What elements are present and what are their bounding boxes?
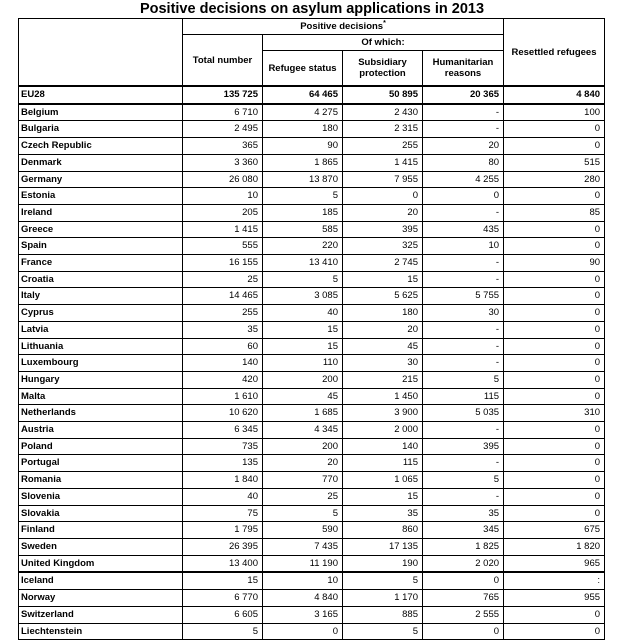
table-row (19, 121, 605, 138)
cell-refugee: 40 (263, 305, 343, 322)
table-row (19, 104, 605, 121)
cell-refugee: 11 190 (263, 555, 343, 572)
cell-resettled: 675 (504, 522, 605, 539)
cell-refugee: 64 465 (263, 86, 343, 104)
cell-refugee: 3 165 (263, 606, 343, 623)
table-row (19, 472, 605, 489)
cell-country: Ireland (19, 204, 183, 221)
cell-humanitarian: - (423, 488, 504, 505)
cell-refugee: 13 410 (263, 255, 343, 272)
cell-total: 5 (183, 623, 263, 640)
cell-country: Bulgaria (19, 121, 183, 138)
cell-subsidiary: 15 (343, 488, 423, 505)
cell-total: 13 400 (183, 555, 263, 572)
cell-subsidiary: 3 900 (343, 405, 423, 422)
cell-subsidiary: 2 315 (343, 121, 423, 138)
table-row (19, 488, 605, 505)
table-row (19, 355, 605, 372)
cell-country: Poland (19, 438, 183, 455)
cell-total: 420 (183, 371, 263, 388)
header-subsidiary: Subsidiary protection (343, 51, 423, 87)
cell-humanitarian: 5 035 (423, 405, 504, 422)
cell-country: Czech Republic (19, 138, 183, 155)
cell-country: Liechtenstein (19, 623, 183, 640)
cell-total: 1 840 (183, 472, 263, 489)
cell-subsidiary: 115 (343, 455, 423, 472)
cell-resettled: 0 (504, 355, 605, 372)
cell-resettled: 4 840 (504, 86, 605, 104)
header-humanitarian: Humanitarian reasons (423, 51, 504, 87)
cell-subsidiary: 1 065 (343, 472, 423, 489)
table-row (19, 321, 605, 338)
cell-country: Greece (19, 221, 183, 238)
table-row (19, 555, 605, 572)
table-row (19, 371, 605, 388)
cell-refugee: 180 (263, 121, 343, 138)
cell-refugee: 585 (263, 221, 343, 238)
cell-country: Finland (19, 522, 183, 539)
cell-country: Iceland (19, 572, 183, 589)
cell-subsidiary: 1 450 (343, 388, 423, 405)
table-row (19, 271, 605, 288)
cell-humanitarian: - (423, 321, 504, 338)
cell-total: 135 (183, 455, 263, 472)
cell-subsidiary: 5 (343, 623, 423, 640)
cell-refugee: 10 (263, 572, 343, 589)
cell-country: Romania (19, 472, 183, 489)
cell-resettled: 0 (504, 623, 605, 640)
cell-country: Portugal (19, 455, 183, 472)
cell-subsidiary: 30 (343, 355, 423, 372)
cell-resettled: 515 (504, 154, 605, 171)
cell-subsidiary: 180 (343, 305, 423, 322)
table-row (19, 572, 605, 589)
table-row (19, 538, 605, 555)
table-row (19, 623, 605, 640)
cell-subsidiary: 885 (343, 606, 423, 623)
cell-resettled: 280 (504, 171, 605, 188)
table-row (19, 221, 605, 238)
cell-resettled: 0 (504, 455, 605, 472)
table-row (19, 338, 605, 355)
table-title: Positive decisions on asylum applications in 2013 (139, 1, 485, 17)
cell-subsidiary: 35 (343, 505, 423, 522)
cell-country: Hungary (19, 371, 183, 388)
cell-country: Italy (19, 288, 183, 305)
cell-total: 1 610 (183, 388, 263, 405)
cell-total: 26 080 (183, 171, 263, 188)
cell-refugee: 4 840 (263, 590, 343, 607)
table-row (19, 455, 605, 472)
cell-resettled: 100 (504, 104, 605, 121)
cell-country: EU28 (19, 86, 183, 104)
cell-total: 135 725 (183, 86, 263, 104)
cell-humanitarian: 20 365 (423, 86, 504, 104)
cell-country: Slovakia (19, 505, 183, 522)
cell-total: 1 795 (183, 522, 263, 539)
cell-total: 555 (183, 238, 263, 255)
cell-resettled: 1 820 (504, 538, 605, 555)
table-row (19, 288, 605, 305)
cell-refugee: 220 (263, 238, 343, 255)
cell-resettled: 0 (504, 288, 605, 305)
cell-subsidiary: 2 430 (343, 104, 423, 121)
cell-resettled: 0 (504, 388, 605, 405)
cell-refugee: 4 275 (263, 104, 343, 121)
cell-humanitarian: 435 (423, 221, 504, 238)
cell-humanitarian: 20 (423, 138, 504, 155)
cell-country: Netherlands (19, 405, 183, 422)
cell-subsidiary: 395 (343, 221, 423, 238)
cell-total: 6 710 (183, 104, 263, 121)
table-row (19, 154, 605, 171)
cell-subsidiary: 5 625 (343, 288, 423, 305)
cell-total: 6 770 (183, 590, 263, 607)
cell-total: 205 (183, 204, 263, 221)
cell-refugee: 5 (263, 505, 343, 522)
table-row (19, 138, 605, 155)
cell-country: Austria (19, 422, 183, 439)
cell-country: Estonia (19, 188, 183, 205)
cell-resettled: 0 (504, 472, 605, 489)
cell-country: Latvia (19, 321, 183, 338)
cell-resettled: 0 (504, 438, 605, 455)
cell-humanitarian: - (423, 104, 504, 121)
cell-subsidiary: 1 170 (343, 590, 423, 607)
header-refugee: Refugee status (263, 51, 343, 87)
cell-refugee: 200 (263, 438, 343, 455)
cell-resettled: 0 (504, 271, 605, 288)
cell-humanitarian: 2 555 (423, 606, 504, 623)
cell-humanitarian: 5 (423, 472, 504, 489)
cell-resettled: 0 (504, 606, 605, 623)
cell-total: 15 (183, 572, 263, 589)
cell-humanitarian: 5 (423, 371, 504, 388)
cell-subsidiary: 45 (343, 338, 423, 355)
cell-subsidiary: 255 (343, 138, 423, 155)
cell-subsidiary: 7 955 (343, 171, 423, 188)
table-row (19, 522, 605, 539)
cell-total: 3 360 (183, 154, 263, 171)
cell-country: Norway (19, 590, 183, 607)
asylum-decisions-table (18, 18, 605, 640)
header-positive-decisions: Positive decisions* (183, 19, 504, 35)
table-row (19, 238, 605, 255)
cell-country: Lithuania (19, 338, 183, 355)
cell-country: Cyprus (19, 305, 183, 322)
cell-total: 40 (183, 488, 263, 505)
cell-resettled: : (504, 572, 605, 589)
cell-refugee: 110 (263, 355, 343, 372)
cell-humanitarian: 115 (423, 388, 504, 405)
cell-refugee: 0 (263, 623, 343, 640)
cell-country: Belgium (19, 104, 183, 121)
cell-refugee: 7 435 (263, 538, 343, 555)
cell-total: 6 605 (183, 606, 263, 623)
cell-humanitarian: 765 (423, 590, 504, 607)
cell-refugee: 20 (263, 455, 343, 472)
cell-subsidiary: 2 745 (343, 255, 423, 272)
cell-refugee: 185 (263, 204, 343, 221)
cell-total: 140 (183, 355, 263, 372)
cell-subsidiary: 325 (343, 238, 423, 255)
cell-subsidiary: 15 (343, 271, 423, 288)
cell-resettled: 90 (504, 255, 605, 272)
cell-country: Germany (19, 171, 183, 188)
cell-total: 2 495 (183, 121, 263, 138)
cell-humanitarian: 5 755 (423, 288, 504, 305)
cell-humanitarian: 0 (423, 188, 504, 205)
cell-subsidiary: 190 (343, 555, 423, 572)
cell-subsidiary: 50 895 (343, 86, 423, 104)
cell-resettled: 0 (504, 321, 605, 338)
cell-country: France (19, 255, 183, 272)
cell-humanitarian: 0 (423, 623, 504, 640)
header-resettled: Resettled refugees (504, 19, 605, 87)
cell-total: 25 (183, 271, 263, 288)
table-row (19, 606, 605, 623)
cell-resettled: 0 (504, 121, 605, 138)
cell-total: 1 415 (183, 221, 263, 238)
cell-resettled: 955 (504, 590, 605, 607)
table-row (19, 204, 605, 221)
cell-humanitarian: - (423, 422, 504, 439)
cell-resettled: 310 (504, 405, 605, 422)
cell-refugee: 3 085 (263, 288, 343, 305)
cell-humanitarian: - (423, 255, 504, 272)
cell-total: 35 (183, 321, 263, 338)
cell-subsidiary: 140 (343, 438, 423, 455)
cell-resettled: 0 (504, 188, 605, 205)
cell-resettled: 0 (504, 371, 605, 388)
cell-country: Croatia (19, 271, 183, 288)
cell-subsidiary: 20 (343, 204, 423, 221)
cell-humanitarian: 1 825 (423, 538, 504, 555)
cell-country: Switzerland (19, 606, 183, 623)
cell-country: Denmark (19, 154, 183, 171)
cell-refugee: 15 (263, 321, 343, 338)
cell-refugee: 770 (263, 472, 343, 489)
cell-resettled: 0 (504, 138, 605, 155)
cell-total: 365 (183, 138, 263, 155)
header-of-which: Of which: (263, 35, 504, 51)
cell-humanitarian: 395 (423, 438, 504, 455)
cell-total: 26 395 (183, 538, 263, 555)
cell-refugee: 1 685 (263, 405, 343, 422)
cell-country: Luxembourg (19, 355, 183, 372)
cell-resettled: 0 (504, 221, 605, 238)
cell-refugee: 590 (263, 522, 343, 539)
cell-humanitarian: 35 (423, 505, 504, 522)
cell-humanitarian: 0 (423, 572, 504, 589)
cell-humanitarian: - (423, 338, 504, 355)
cell-resettled: 0 (504, 505, 605, 522)
table-row (19, 438, 605, 455)
cell-refugee: 25 (263, 488, 343, 505)
cell-total: 6 345 (183, 422, 263, 439)
cell-resettled: 965 (504, 555, 605, 572)
table-row (19, 590, 605, 607)
cell-humanitarian: - (423, 455, 504, 472)
table-row (19, 422, 605, 439)
cell-total: 735 (183, 438, 263, 455)
cell-country: Spain (19, 238, 183, 255)
cell-refugee: 90 (263, 138, 343, 155)
header-country (19, 19, 183, 87)
cell-subsidiary: 2 000 (343, 422, 423, 439)
cell-humanitarian: - (423, 121, 504, 138)
cell-refugee: 5 (263, 271, 343, 288)
cell-refugee: 1 865 (263, 154, 343, 171)
table-row (19, 405, 605, 422)
cell-humanitarian: 345 (423, 522, 504, 539)
cell-humanitarian: 4 255 (423, 171, 504, 188)
cell-resettled: 85 (504, 204, 605, 221)
cell-resettled: 0 (504, 238, 605, 255)
cell-country: United Kingdom (19, 555, 183, 572)
table-row (19, 505, 605, 522)
cell-humanitarian: 2 020 (423, 555, 504, 572)
cell-humanitarian: 30 (423, 305, 504, 322)
cell-subsidiary: 0 (343, 188, 423, 205)
cell-resettled: 0 (504, 422, 605, 439)
cell-subsidiary: 1 415 (343, 154, 423, 171)
cell-total: 14 465 (183, 288, 263, 305)
table-row (19, 188, 605, 205)
cell-total: 10 620 (183, 405, 263, 422)
cell-refugee: 4 345 (263, 422, 343, 439)
cell-resettled: 0 (504, 338, 605, 355)
table-body (19, 86, 605, 640)
cell-humanitarian: 80 (423, 154, 504, 171)
cell-total: 16 155 (183, 255, 263, 272)
cell-refugee: 200 (263, 371, 343, 388)
cell-resettled: 0 (504, 305, 605, 322)
cell-refugee: 15 (263, 338, 343, 355)
table-row (19, 388, 605, 405)
cell-subsidiary: 17 135 (343, 538, 423, 555)
cell-subsidiary: 5 (343, 572, 423, 589)
cell-total: 255 (183, 305, 263, 322)
cell-resettled: 0 (504, 488, 605, 505)
footnote-marker: * (383, 19, 386, 27)
cell-humanitarian: - (423, 355, 504, 372)
cell-country: Slovenia (19, 488, 183, 505)
cell-subsidiary: 860 (343, 522, 423, 539)
table-row (19, 171, 605, 188)
cell-refugee: 5 (263, 188, 343, 205)
table-row-eu28 (19, 86, 605, 104)
cell-total: 60 (183, 338, 263, 355)
cell-subsidiary: 215 (343, 371, 423, 388)
cell-country: Malta (19, 388, 183, 405)
cell-humanitarian: - (423, 204, 504, 221)
cell-humanitarian: - (423, 271, 504, 288)
table-row (19, 255, 605, 272)
table-row (19, 305, 605, 322)
cell-subsidiary: 20 (343, 321, 423, 338)
cell-refugee: 45 (263, 388, 343, 405)
cell-total: 75 (183, 505, 263, 522)
cell-country: Sweden (19, 538, 183, 555)
header-total: Total number (183, 35, 263, 87)
cell-humanitarian: 10 (423, 238, 504, 255)
cell-total: 10 (183, 188, 263, 205)
cell-refugee: 13 870 (263, 171, 343, 188)
